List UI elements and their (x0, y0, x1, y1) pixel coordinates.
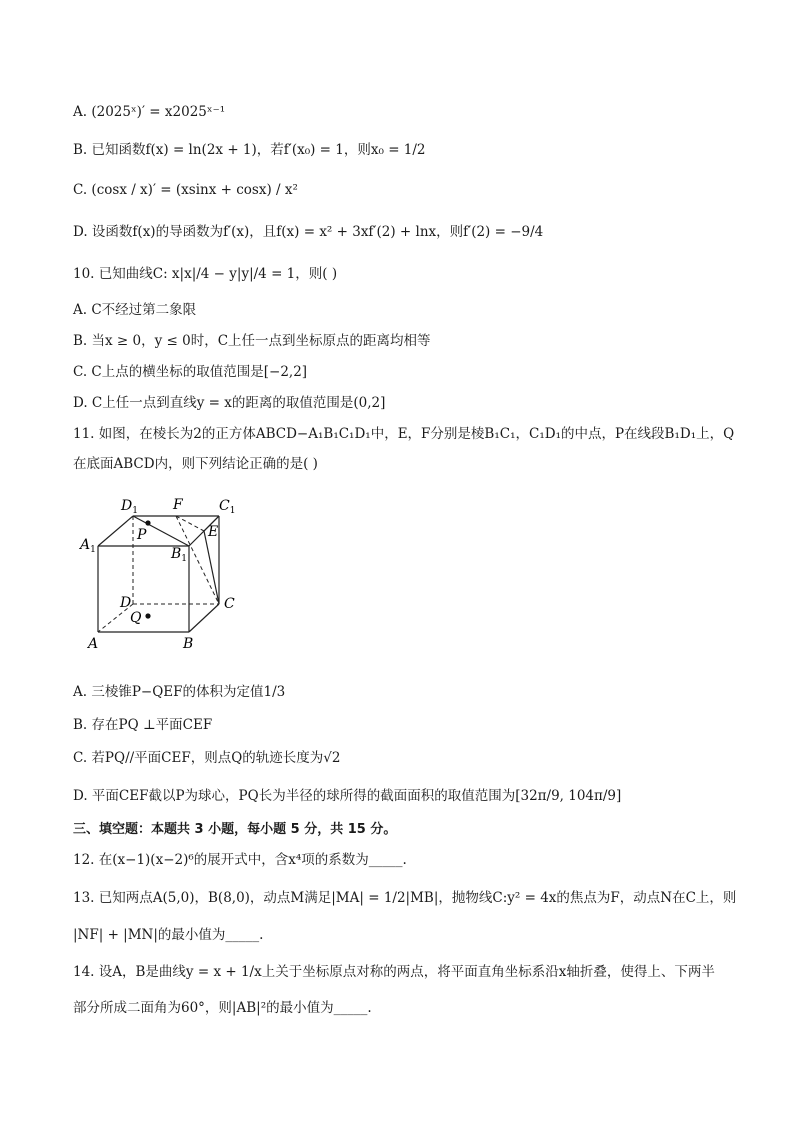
q11-option-d: D. 平面CEF截以P为球心，PQ长为半径的球所得的截面面积的取值范围为[32π/9, 104π/9] (73, 788, 622, 804)
q11-option-a: A. 三棱锥P−QEF的体积为定值1/3 (73, 684, 286, 700)
point-p-dot (145, 520, 150, 525)
label-d1: $D_1$ (121, 498, 138, 516)
q11-option-c: C. 若PQ//平面CEF，则点Q的轨迹长度为√2 (73, 750, 341, 766)
q10-option-b: B. 当x ≥ 0，y ≤ 0时，C上任一点到坐标原点的距离均相等 (73, 333, 431, 349)
label-b1: $B_1$ (171, 546, 188, 564)
q11-option-b: B. 存在PQ ⊥平面CEF (73, 717, 213, 733)
label-a: A (88, 636, 99, 652)
label-q: Q (130, 610, 142, 626)
label-d: D (120, 595, 132, 611)
label-e: E (208, 524, 219, 540)
q9-option-d: D. 设函数f(x)的导函数为f′(x)，且f(x) = x² + 3xf′(2) + lnx，则f′(2) = −9/4 (73, 224, 544, 240)
q11-stem-line1: 11. 如图，在棱长为2的正方体ABCD−A₁B₁C₁D₁中，E，F分别是棱B₁C₁，C₁D₁的中点，P在线段B₁D₁上，Q (73, 426, 735, 442)
label-c1: $C_1$ (219, 498, 236, 516)
q11-stem-line2: 在底面ABCD内，则下列结论正确的是( ) (73, 456, 318, 472)
q10-option-c: C. C上点的横坐标的取值范围是[−2,2] (73, 364, 308, 380)
label-a1: $A_1$ (80, 537, 96, 555)
q10-option-d: D. C上任一点到直线y = x的距离的取值范围是(0,2] (73, 395, 386, 411)
q13-line2: |NF| + |MN|的最小值为_____. (73, 927, 264, 943)
q13-line1: 13. 已知两点A(5,0)，B(8,0)，动点M满足|MA| = 1/2|MB|，抛物线C:y² = 4x的焦点为F，动点N在C上，则 (73, 890, 737, 906)
q14-line2: 部分所成二面角为60°，则|AB|²的最小值为_____. (73, 1000, 372, 1016)
q14-line1: 14. 设A，B是曲线y = x + 1/x上关于坐标原点对称的两点，将平面直角坐标系沿x轴折叠，使得上、下两半 (73, 964, 715, 980)
q9-option-b: B. 已知函数f(x) = ln(2x + 1)，若f′(x₀) = 1，则x₀ = 1/2 (73, 142, 426, 158)
point-q-dot (145, 613, 150, 618)
q9-option-a: A. (2025ˣ)′ = x2025ˣ⁻¹ (73, 104, 226, 120)
label-f: F (173, 497, 183, 513)
q12: 12. 在(x−1)(x−2)⁶的展开式中，含x⁴项的系数为_____. (73, 852, 407, 868)
label-b: B (183, 636, 194, 652)
q10-stem: 10. 已知曲线C: x|x|/4 − y|y|/4 = 1，则( ) (73, 266, 338, 282)
label-c: C (224, 596, 235, 612)
label-p: P (137, 527, 147, 543)
cube-diagram (73, 494, 253, 654)
section-fill-in-title: 三、填空题：本题共 3 小题，每小题 5 分，共 15 分。 (73, 822, 397, 837)
q9-option-c: C. (cosx / x)′ = (xsinx + cosx) / x² (73, 182, 298, 198)
q10-option-a: A. C不经过第二象限 (73, 302, 197, 318)
cube-figure (73, 494, 253, 654)
